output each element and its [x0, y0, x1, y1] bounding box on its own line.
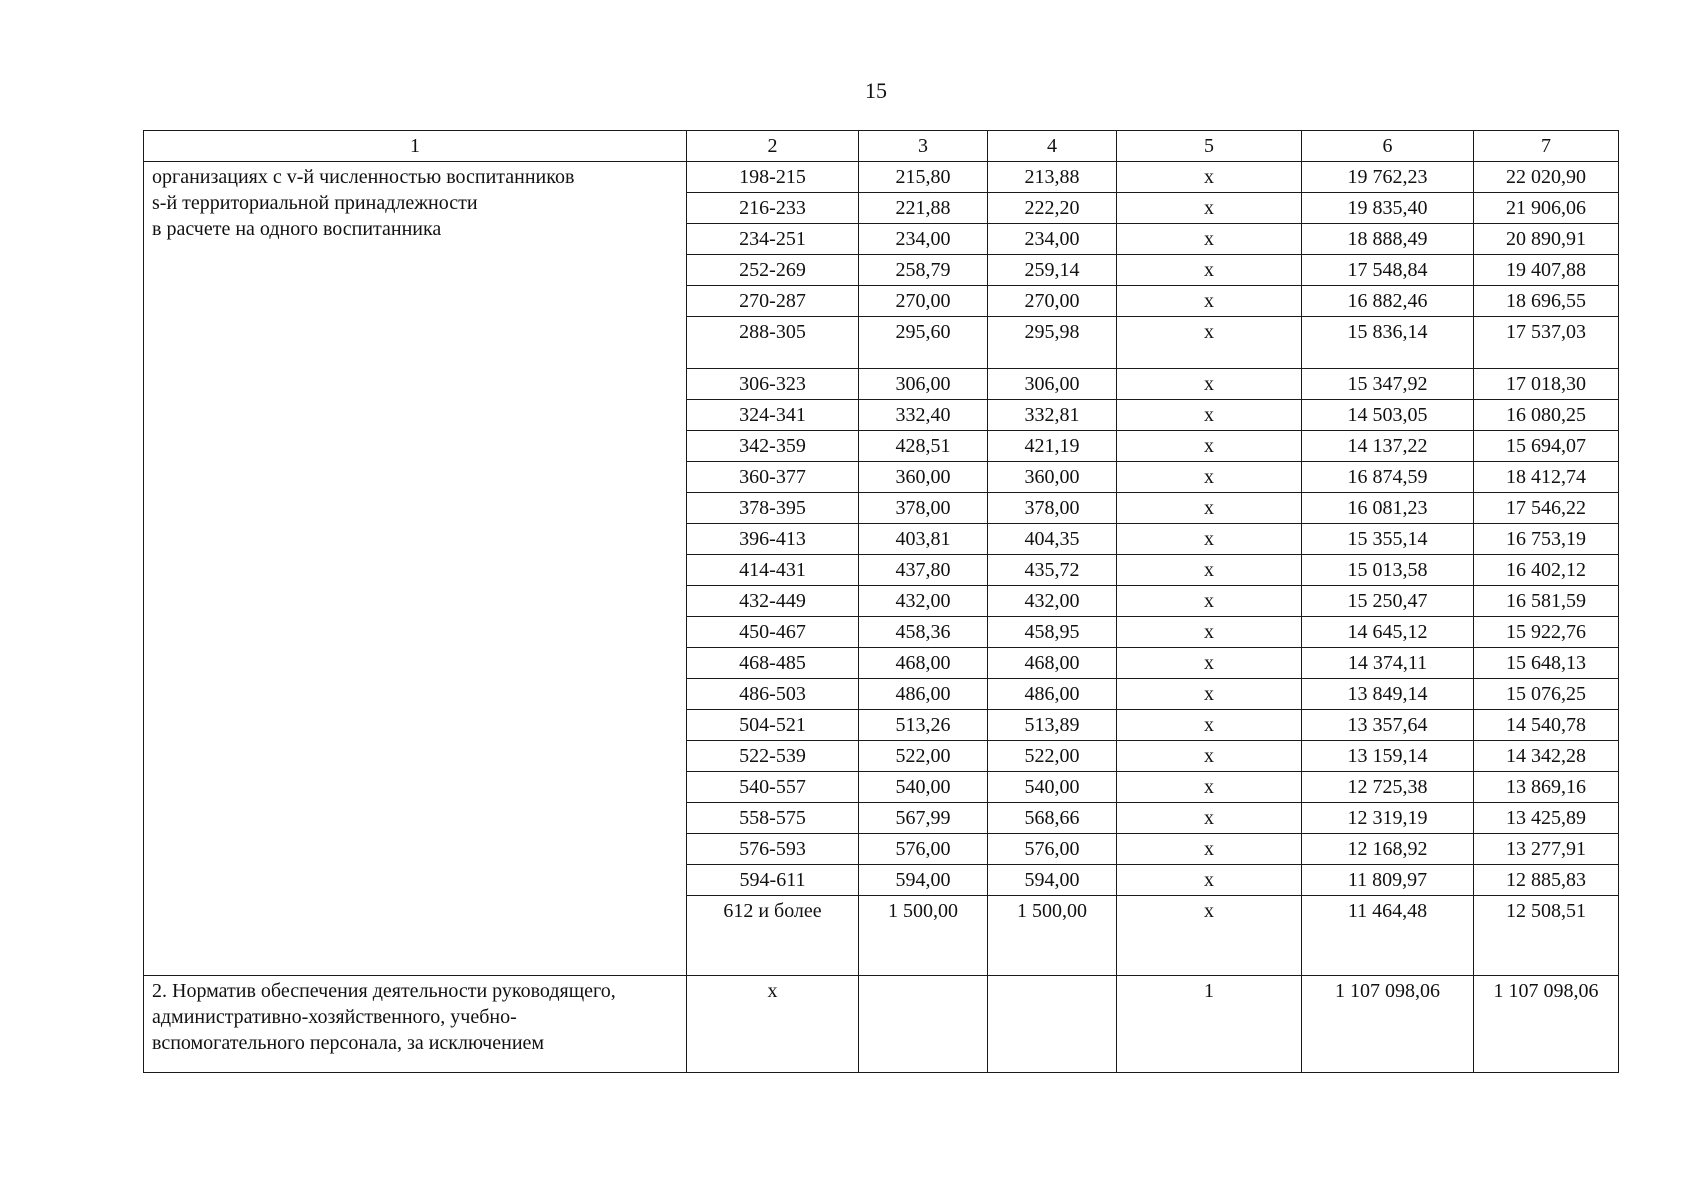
table-cell: x: [1117, 679, 1302, 710]
table-cell: 15 648,13: [1474, 648, 1619, 679]
table-cell: 12 885,83: [1474, 865, 1619, 896]
table-cell: 295,98: [988, 317, 1117, 369]
table-body: [144, 162, 1619, 1073]
table-cell: 378,00: [859, 493, 988, 524]
table-cell: 468,00: [988, 648, 1117, 679]
table-cell: 1: [1117, 976, 1302, 1073]
table-cell: 222,20: [988, 193, 1117, 224]
table-cell: 216-233: [687, 193, 859, 224]
table-cell: 14 374,11: [1302, 648, 1474, 679]
table-cell: 450-467: [687, 617, 859, 648]
column-header: 1: [144, 131, 687, 162]
table-cell: 522,00: [988, 741, 1117, 772]
table-cell: 342-359: [687, 431, 859, 462]
table-cell: x: [1117, 617, 1302, 648]
table-cell: 15 694,07: [1474, 431, 1619, 462]
table-cell: 15 347,92: [1302, 369, 1474, 400]
table-cell: 295,60: [859, 317, 988, 369]
table-cell: 468-485: [687, 648, 859, 679]
table-cell: x: [1117, 493, 1302, 524]
table-cell: 306,00: [859, 369, 988, 400]
table-cell: 14 540,78: [1474, 710, 1619, 741]
page-number: 15: [865, 78, 887, 103]
table-cell: 1 107 098,06: [1302, 976, 1474, 1073]
table-cell: 16 080,25: [1474, 400, 1619, 431]
column-header: 2: [687, 131, 859, 162]
table-cell: 432,00: [859, 586, 988, 617]
description-line: административно-хозяйственного, учебно-: [152, 1006, 517, 1028]
table-cell: 576,00: [988, 834, 1117, 865]
table-cell: 324-341: [687, 400, 859, 431]
table-cell: 12 508,51: [1474, 896, 1619, 976]
table-cell: 14 342,28: [1474, 741, 1619, 772]
section-2-description: [144, 976, 687, 1073]
table-cell: 12 168,92: [1302, 834, 1474, 865]
table-cell: x: [1117, 224, 1302, 255]
table-cell: 16 874,59: [1302, 462, 1474, 493]
table-cell: 594,00: [859, 865, 988, 896]
table-cell: 332,81: [988, 400, 1117, 431]
table-cell: 198-215: [687, 162, 859, 193]
table-cell: 12 725,38: [1302, 772, 1474, 803]
table-cell: 17 548,84: [1302, 255, 1474, 286]
table-cell: 15 250,47: [1302, 586, 1474, 617]
table-cell: 221,88: [859, 193, 988, 224]
table-cell: 19 835,40: [1302, 193, 1474, 224]
table-cell: 486-503: [687, 679, 859, 710]
table-cell: 270,00: [859, 286, 988, 317]
table-cell: 12 319,19: [1302, 803, 1474, 834]
table-cell: 18 696,55: [1474, 286, 1619, 317]
table-cell: x: [1117, 317, 1302, 369]
table-cell: 11 809,97: [1302, 865, 1474, 896]
table-cell: 568,66: [988, 803, 1117, 834]
description-line: организациях с v-й численностью воспитанников: [152, 166, 575, 188]
table-cell: 576-593: [687, 834, 859, 865]
table-cell: 16 402,12: [1474, 555, 1619, 586]
table-cell: 458,36: [859, 617, 988, 648]
table-cell: 17 018,30: [1474, 369, 1619, 400]
table-cell: 13 425,89: [1474, 803, 1619, 834]
table-cell: 513,89: [988, 710, 1117, 741]
table-cell: 437,80: [859, 555, 988, 586]
section-1-description: [144, 162, 687, 976]
table-cell: 17 546,22: [1474, 493, 1619, 524]
table-cell: 215,80: [859, 162, 988, 193]
table-cell: 22 020,90: [1474, 162, 1619, 193]
table-cell: 414-431: [687, 555, 859, 586]
table-cell: 306,00: [988, 369, 1117, 400]
table-cell: x: [1117, 710, 1302, 741]
table-cell: x: [1117, 162, 1302, 193]
table-cell: 14 645,12: [1302, 617, 1474, 648]
table-cell: 15 922,76: [1474, 617, 1619, 648]
table-cell: x: [1117, 400, 1302, 431]
table-cell: x: [1117, 286, 1302, 317]
table-cell: x: [1117, 524, 1302, 555]
table-cell: x: [1117, 462, 1302, 493]
table-cell: 486,00: [859, 679, 988, 710]
table-cell: 458,95: [988, 617, 1117, 648]
table-cell: 288-305: [687, 317, 859, 369]
table-cell: 432,00: [988, 586, 1117, 617]
description-line: s-й территориальной принадлежности: [152, 192, 478, 214]
table-cell: 378-395: [687, 493, 859, 524]
table-cell: 594,00: [988, 865, 1117, 896]
table-cell: 540,00: [859, 772, 988, 803]
table-cell: 612 и более: [687, 896, 859, 976]
table-cell: x: [687, 976, 859, 1073]
table-cell: 567,99: [859, 803, 988, 834]
table-cell: 522-539: [687, 741, 859, 772]
table-cell: x: [1117, 865, 1302, 896]
description-line: в расчете на одного воспитанника: [152, 218, 442, 240]
table-cell: 18 412,74: [1474, 462, 1619, 493]
table-cell: 1 107 098,06: [1474, 976, 1619, 1073]
table-cell: 360,00: [988, 462, 1117, 493]
table-cell: 16 882,46: [1302, 286, 1474, 317]
table-cell: x: [1117, 772, 1302, 803]
table-cell: 15 076,25: [1474, 679, 1619, 710]
table-cell: 432-449: [687, 586, 859, 617]
table-cell: 15 836,14: [1302, 317, 1474, 369]
table-cell: 11 464,48: [1302, 896, 1474, 976]
table-cell: 16 753,19: [1474, 524, 1619, 555]
table-cell: 234-251: [687, 224, 859, 255]
table-cell: 15 355,14: [1302, 524, 1474, 555]
description-line: вспомогательного персонала, за исключением: [152, 1032, 545, 1054]
table-cell: x: [1117, 586, 1302, 617]
table-cell: x: [1117, 834, 1302, 865]
table-cell: x: [1117, 255, 1302, 286]
column-header: 4: [988, 131, 1117, 162]
table-cell: 360,00: [859, 462, 988, 493]
table-cell: 270,00: [988, 286, 1117, 317]
column-header: 6: [1302, 131, 1474, 162]
table-cell: x: [1117, 896, 1302, 976]
table-cell: x: [1117, 193, 1302, 224]
table-cell: 259,14: [988, 255, 1117, 286]
column-header: 5: [1117, 131, 1302, 162]
table-cell: 234,00: [859, 224, 988, 255]
table-cell: 332,40: [859, 400, 988, 431]
table-cell: 540,00: [988, 772, 1117, 803]
table-cell: 468,00: [859, 648, 988, 679]
table-cell: 17 537,03: [1474, 317, 1619, 369]
table-header: [144, 131, 1619, 162]
table-cell: 19 407,88: [1474, 255, 1619, 286]
table-cell: 13 869,16: [1474, 772, 1619, 803]
table-cell: 1 500,00: [859, 896, 988, 976]
table-cell: 14 503,05: [1302, 400, 1474, 431]
table-cell: [988, 976, 1117, 1073]
description-line: 2. Норматив обеспечения деятельности руководящего,: [152, 980, 616, 1002]
table-cell: x: [1117, 555, 1302, 586]
table-row-section-2: [144, 976, 1619, 1073]
table-cell: 421,19: [988, 431, 1117, 462]
table-cell: 594-611: [687, 865, 859, 896]
table-cell: 234,00: [988, 224, 1117, 255]
table-cell: 18 888,49: [1302, 224, 1474, 255]
table-cell: 513,26: [859, 710, 988, 741]
table-cell: 14 137,22: [1302, 431, 1474, 462]
table-cell: x: [1117, 741, 1302, 772]
table-cell: 504-521: [687, 710, 859, 741]
table-cell: x: [1117, 369, 1302, 400]
table-cell: 435,72: [988, 555, 1117, 586]
table-cell: 558-575: [687, 803, 859, 834]
table-cell: 252-269: [687, 255, 859, 286]
table-cell: 522,00: [859, 741, 988, 772]
table-cell: 540-557: [687, 772, 859, 803]
table-cell: 486,00: [988, 679, 1117, 710]
table-cell: 13 357,64: [1302, 710, 1474, 741]
table-cell: 1 500,00: [988, 896, 1117, 976]
table-cell: 404,35: [988, 524, 1117, 555]
table-cell: 428,51: [859, 431, 988, 462]
table-cell: [859, 976, 988, 1073]
table-cell: 20 890,91: [1474, 224, 1619, 255]
table-cell: 576,00: [859, 834, 988, 865]
table-cell: 378,00: [988, 493, 1117, 524]
table-cell: 13 159,14: [1302, 741, 1474, 772]
table-cell: 403,81: [859, 524, 988, 555]
table-cell: 270-287: [687, 286, 859, 317]
table-cell: 13 849,14: [1302, 679, 1474, 710]
table-cell: 213,88: [988, 162, 1117, 193]
table-row: [144, 162, 1619, 193]
table-cell: x: [1117, 431, 1302, 462]
table-cell: 13 277,91: [1474, 834, 1619, 865]
normative-table: [143, 130, 1619, 1073]
column-header: 3: [859, 131, 988, 162]
column-header: 7: [1474, 131, 1619, 162]
table-cell: 360-377: [687, 462, 859, 493]
table-cell: x: [1117, 648, 1302, 679]
table-cell: 396-413: [687, 524, 859, 555]
table-cell: 21 906,06: [1474, 193, 1619, 224]
table-cell: 19 762,23: [1302, 162, 1474, 193]
table-cell: 16 081,23: [1302, 493, 1474, 524]
table-cell: 15 013,58: [1302, 555, 1474, 586]
table-cell: 306-323: [687, 369, 859, 400]
table-cell: x: [1117, 803, 1302, 834]
table-cell: 258,79: [859, 255, 988, 286]
table-cell: 16 581,59: [1474, 586, 1619, 617]
